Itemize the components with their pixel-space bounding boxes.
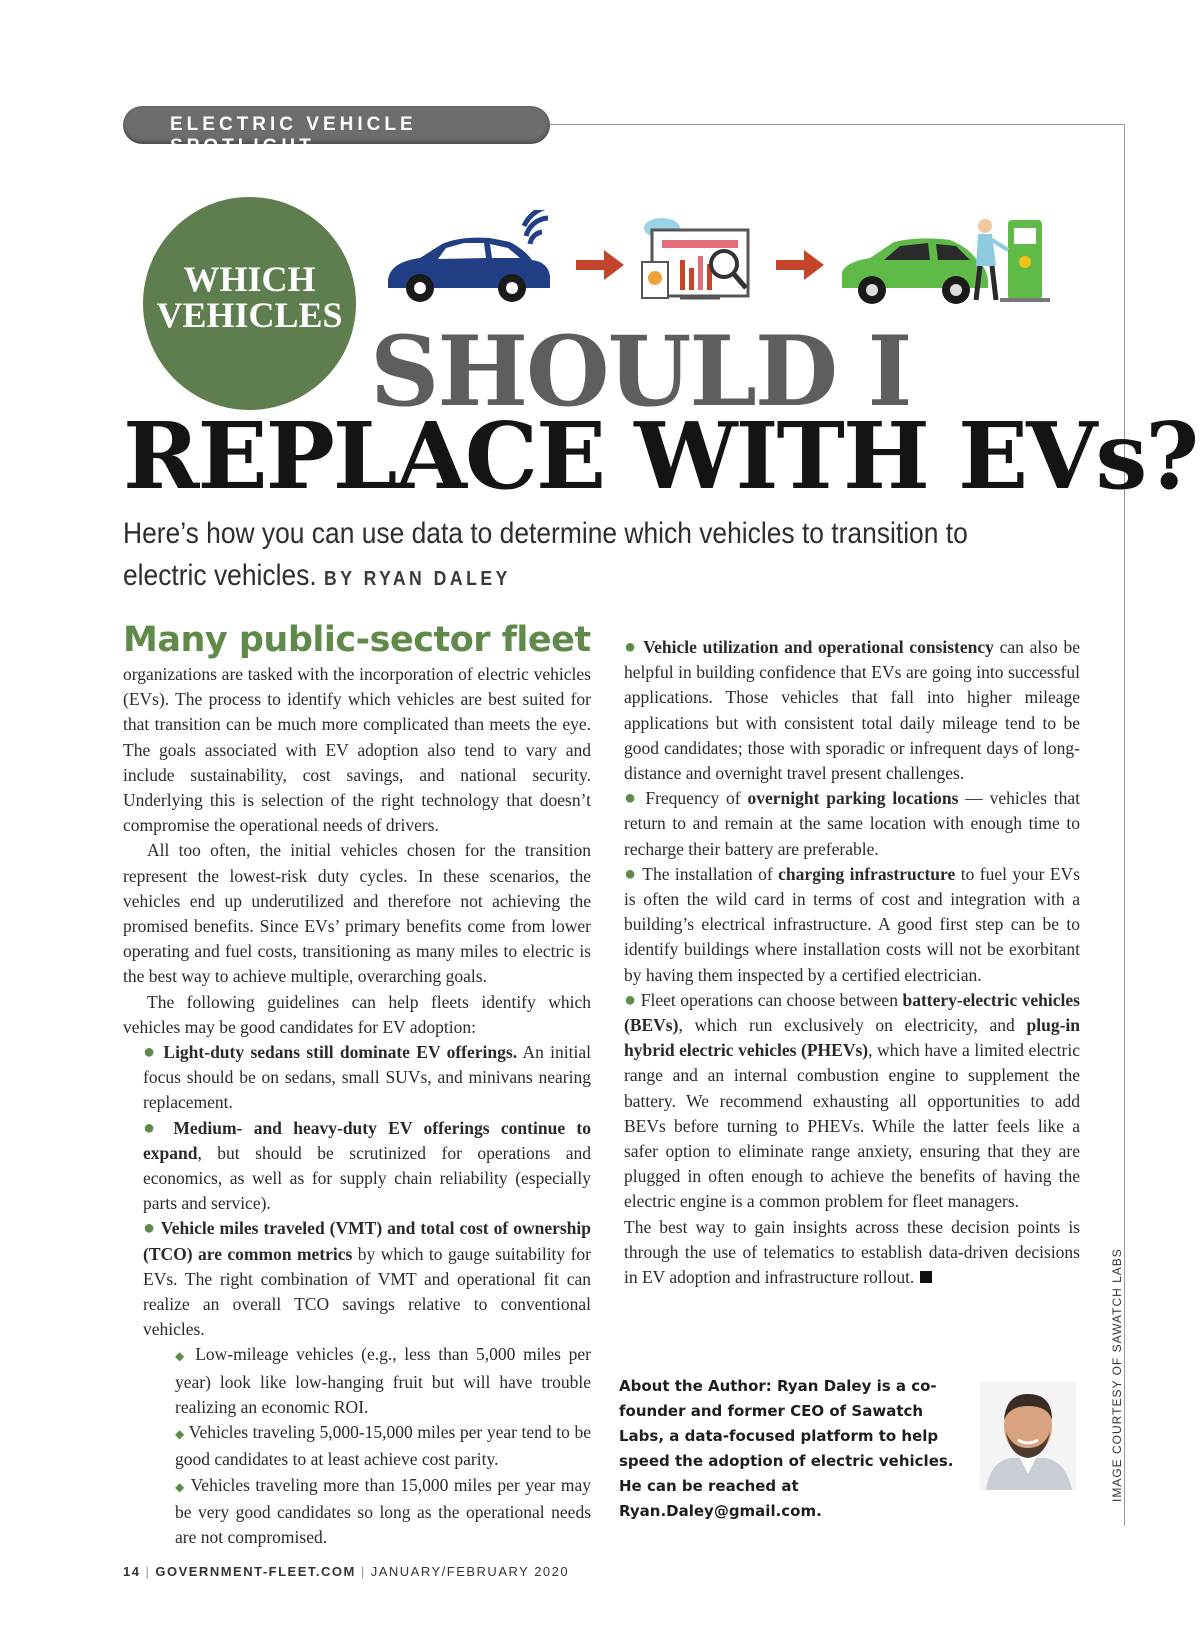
bullet-bold: charging infrastructure [778, 863, 956, 884]
bullet-text: can also be helpful in building confidence that EVs are going into successful applications. Those vehicles that fall into higher mileage applications but with consistent total daily mileage tend to be good candidates; those with sporadic or infrequent days of long-distance and overnight travel present challenges. [624, 637, 1080, 784]
connected-car-icon [388, 210, 556, 302]
byline: BY RYAN DALEY [324, 568, 511, 590]
bullet-item [624, 988, 1080, 1215]
bullet-dot-icon: ● [624, 862, 638, 885]
end-mark-icon [920, 1271, 932, 1283]
diamond-bullet-icon: ◆ [175, 1349, 188, 1364]
bullet-text: — vehicles that return to and remain at the same location with enough time to recharge their battery are preferable. [624, 788, 1081, 859]
bullet-dot-icon: ● [143, 1217, 156, 1240]
bullet-dot-icon: ● [143, 1116, 163, 1139]
headline-circle [143, 197, 356, 410]
ev-workflow-illustration [380, 210, 1070, 320]
closing-text: The best way to gain insights across these decision points is through the use of telematics to establish data-driven decisions in EV adoption and infrastructure rollout. [624, 1216, 1080, 1288]
column-right [624, 635, 1080, 1290]
bullet-item [123, 1116, 591, 1217]
author-bio: About the Author: Ryan Daley is a co-founder and former CEO of Sawatch Labs, a data-focused platform to help speed the adoption of electric vehicles. He can be reached at Ryan.Daley@gmail.com. [619, 1377, 954, 1520]
bullet-bold: Vehicle miles traveled (VMT) and total cost of ownership (TCO) are common metrics [143, 1218, 591, 1264]
headline-circle-line2: VEHICLES [156, 295, 343, 335]
publication-site: GOVERNMENT-FLEET.COM [155, 1564, 356, 1579]
issue-date: JANUARY/FEBRUARY 2020 [370, 1564, 570, 1579]
diamond-bullet-icon: ◆ [175, 1479, 186, 1494]
paragraph: All too often, the initial vehicles chosen for the transition represent the lowest-risk duty cycles. In these scenarios, the vehicles end up underutilized and therefore not achieving the promised benefits. Since EVs’ primary benefits come from lower operating and fuel costs, transitioning as many miles to electric is the best way to achieve multiple, overarching goals. [123, 840, 591, 987]
bullet-bold: Light-duty sedans still dominate EV offerings. [163, 1042, 518, 1063]
headline-circle-line1: WHICH [183, 259, 316, 299]
bullet-text: by which to gauge suitability for EVs. The right combination of VMT and operational fit can realize an overall TCO savings relative to conventional vehicles. [143, 1243, 591, 1340]
bullet-text: An initial focus should be on sedans, small SUVs, and minivans nearing replacement. [143, 1042, 592, 1113]
bullet-item [624, 635, 1080, 786]
arrow-right-icon [576, 250, 624, 280]
paragraph: The following guidelines can help fleets identify which vehicles may be good candidates for EV adoption: [123, 991, 591, 1037]
diamond-bullet-icon: ◆ [175, 1427, 185, 1442]
arrow-right-icon [776, 250, 824, 280]
top-rule [550, 124, 1125, 125]
charging-ev-icon [842, 219, 1050, 304]
dek-text: Here’s how you can use data to determine which vehicles to transition to electric vehicles. [123, 517, 968, 592]
headline-line3: REPLACE WITH EVs? [123, 402, 1198, 510]
bullet-bold: overnight parking locations [747, 788, 959, 809]
bullet-bold: Vehicle utilization and operational consistency [643, 637, 994, 657]
author-photo [980, 1382, 1076, 1490]
analytics-dashboard-icon [642, 218, 748, 298]
bullet-item [624, 862, 1080, 988]
bullet-bold: plug-in hybrid electric vehicles (PHEVs) [624, 1015, 1080, 1061]
bullet-text: , which have a limited electric range and an internal combustion engine to supplement the battery. We recommend exhausting all opportunities to add BEVs before turning to PHEVs. While the latter feels like a safer option to eliminate range anxiety, ensuring that they are plugged in often enough to achieve the benefits of having the electric engine is a common problem for fleet managers. [624, 1040, 1080, 1212]
bullet-item [123, 1040, 591, 1116]
paragraph: organizations are tasked with the incorporation of electric vehicles (EVs). The process to identify which vehicles are best suited for that transition can be much more complicated than meets the eye. The goals associated with EV adoption also tend to vary and include sustainability, cost savings, and national security. Underlying this is selection of the right technology that doesn’t compromise the operational needs of drivers. [123, 664, 591, 836]
sub-bullet-text: Vehicles traveling 5,000-15,000 miles per year tend to be good candidates to at least achieve cost parity. [175, 1422, 592, 1470]
bullet-dot-icon: ● [624, 636, 638, 658]
lead-in: Many public-sector fleet [123, 620, 591, 660]
page-number: 14 [123, 1564, 141, 1579]
section-banner-label: ELECTRIC VEHICLE SPOTLIGHT [170, 114, 417, 157]
closing-paragraph [624, 1215, 1080, 1291]
headline-line2: SHOULD I [370, 315, 911, 428]
column-left [123, 620, 591, 1550]
bullet-text: , but should be scrutinized for operations and economics, as well as for supply chain reliability (especially parts and service). [143, 1142, 591, 1214]
bullet-text: Frequency of [645, 788, 741, 809]
image-credit: IMAGE COURTESY OF SAWATCH LABS [1110, 1248, 1124, 1502]
bullet-bold: battery-electric vehicles (BEVs) [624, 989, 1080, 1036]
bullet-item [123, 1216, 591, 1342]
sub-bullet-text: Vehicles traveling more than 15,000 miles per year may be very good candidates so long as the operational needs are not compromised. [175, 1474, 592, 1547]
section-banner [123, 106, 550, 157]
side-rule [1124, 124, 1125, 1526]
bullet-item [624, 786, 1080, 862]
bullet-bold: Medium- and heavy-duty EV offerings continue to expand [143, 1117, 591, 1163]
bullet-text: The installation of [642, 863, 773, 884]
bullet-text: Fleet operations can choose between [640, 989, 898, 1010]
sub-bullet-text: Low-mileage vehicles (e.g., less than 5,000 miles per year) look like low-hanging fruit but will have trouble realizing an economic ROI. [175, 1344, 591, 1417]
sub-bullet-item [123, 1473, 591, 1551]
bullet-text: to fuel your EVs is often the wild card in terms of cost and integration with a building’s electrical infrastructure. A good first step can be to identify buildings where installation costs will not be exorbitant by having them inspected by a certified electrician. [624, 863, 1081, 985]
bullet-dot-icon: ● [624, 988, 637, 1011]
page-folio: 14 | GOVERNMENT-FLEET.COM | JANUARY/FEBRUARY 2020 [123, 1564, 570, 1579]
bullet-dot-icon: ● [143, 1041, 158, 1064]
sub-bullet-item [123, 1342, 591, 1420]
bullet-text: , which run exclusively on electricity, and [678, 1015, 1015, 1036]
dek [123, 513, 985, 600]
bullet-dot-icon: ● [624, 787, 639, 810]
sub-bullet-item [123, 1420, 591, 1472]
